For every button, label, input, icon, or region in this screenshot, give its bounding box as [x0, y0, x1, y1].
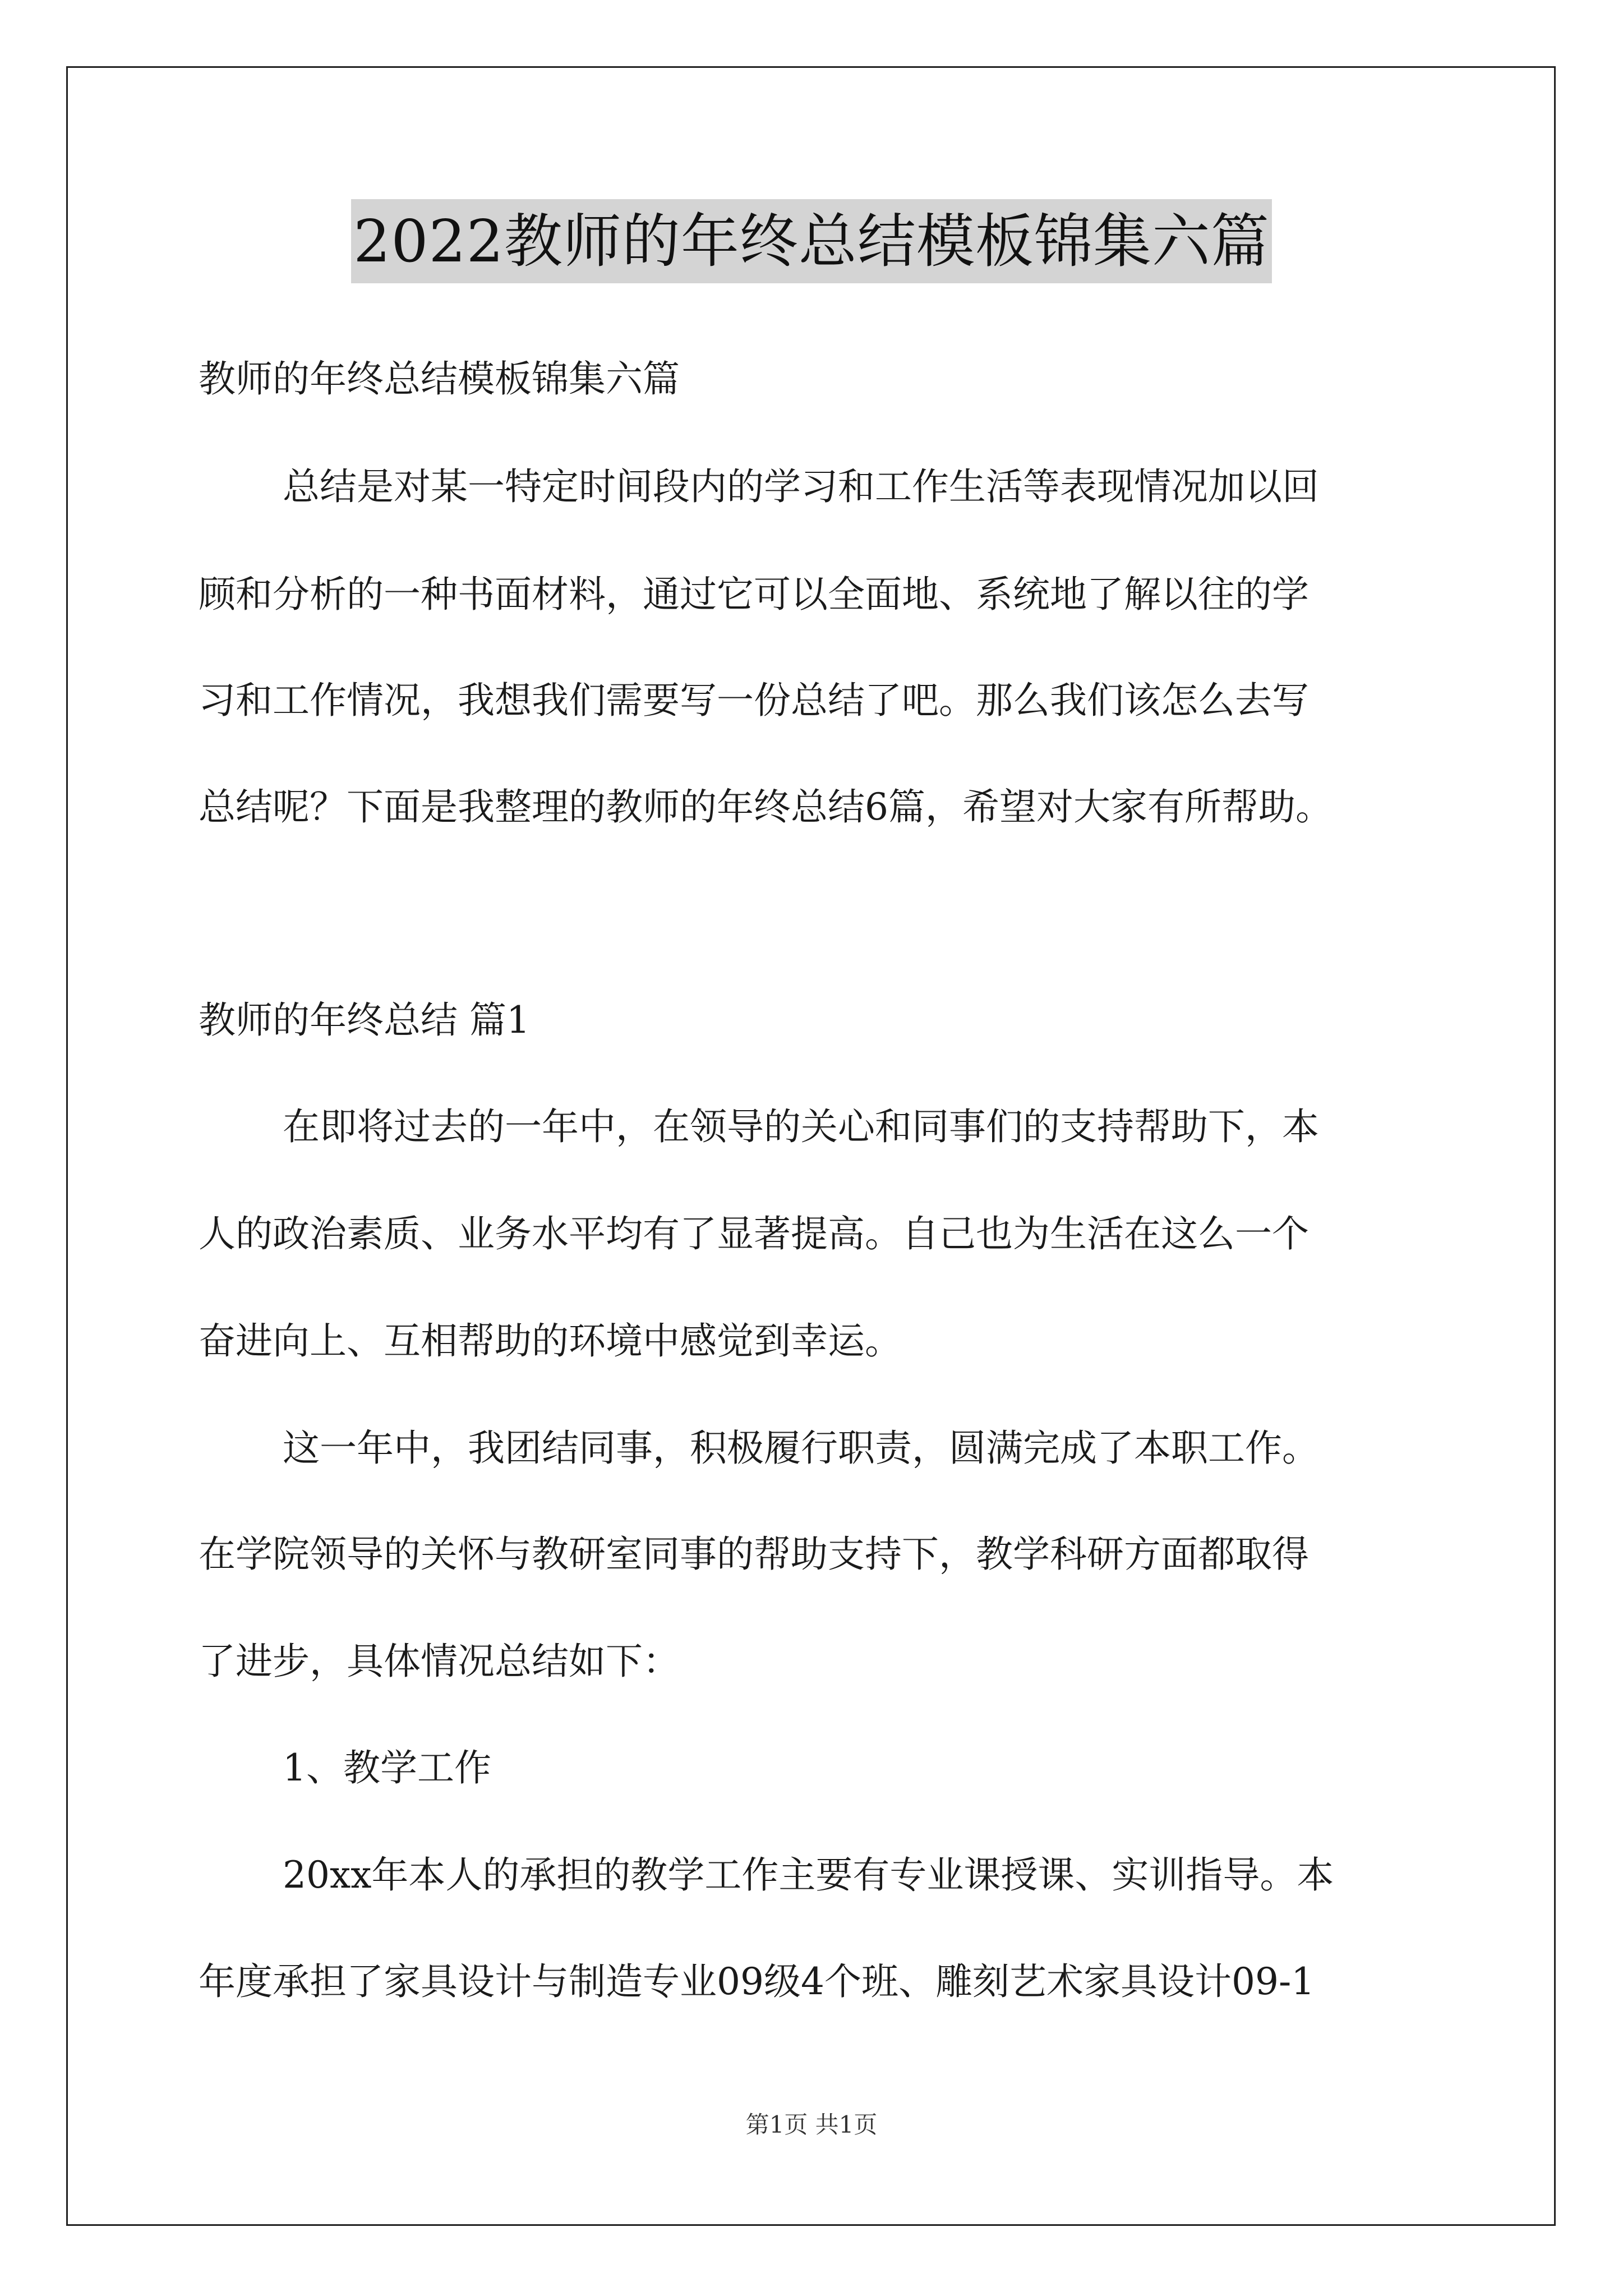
document-subtitle: 教师的年终总结模板锦集六篇 [199, 357, 680, 401]
intro-line-2: 顾和分析的一种书面材料，通过它可以全面地、系统地了解以往的学 [199, 573, 1309, 616]
para2-line-2: 在学院领导的关怀与教研室同事的帮助支持下，教学科研方面都取得 [199, 1533, 1309, 1576]
para1-line-3: 奋进向上、互相帮助的环境中感觉到幸运。 [199, 1319, 902, 1363]
intro-line-1: 总结是对某一特定时间段内的学习和工作生活等表现情况加以回 [283, 465, 1319, 508]
section-heading-1: 教师的年终总结 篇1 [199, 999, 530, 1042]
para3-line-1: 20xx年本人的承担的教学工作主要有专业课授课、实训指导。本 [283, 1853, 1334, 1897]
para1-line-2: 人的政治素质、业务水平均有了显著提高。自己也为生活在这么一个 [199, 1212, 1309, 1255]
document-title: 2022教师的年终总结模板锦集六篇 [351, 199, 1272, 283]
para2-line-1: 这一年中，我团结同事，积极履行职责，圆满完成了本职工作。 [283, 1427, 1319, 1470]
para1-line-1: 在即将过去的一年中，在领导的关心和同事们的支持帮助下，本 [283, 1105, 1319, 1148]
intro-line-4: 总结呢？下面是我整理的教师的年终总结6篇，希望对大家有所帮助。 [199, 785, 1332, 829]
document-title-wrap [0, 199, 1623, 283]
para3-line-2: 年度承担了家具设计与制造专业09级4个班、雕刻艺术家具设计09-1 [199, 1960, 1315, 2003]
page-footer: 第1页 共1页 [745, 2111, 878, 2138]
para2-line-3: 了进步，具体情况总结如下： [199, 1640, 680, 1683]
intro-line-3: 习和工作情况，我想我们需要写一份总结了吧。那么我们该怎么去写 [199, 679, 1309, 722]
subheading-teaching-work: 1、教学工作 [283, 1746, 491, 1789]
